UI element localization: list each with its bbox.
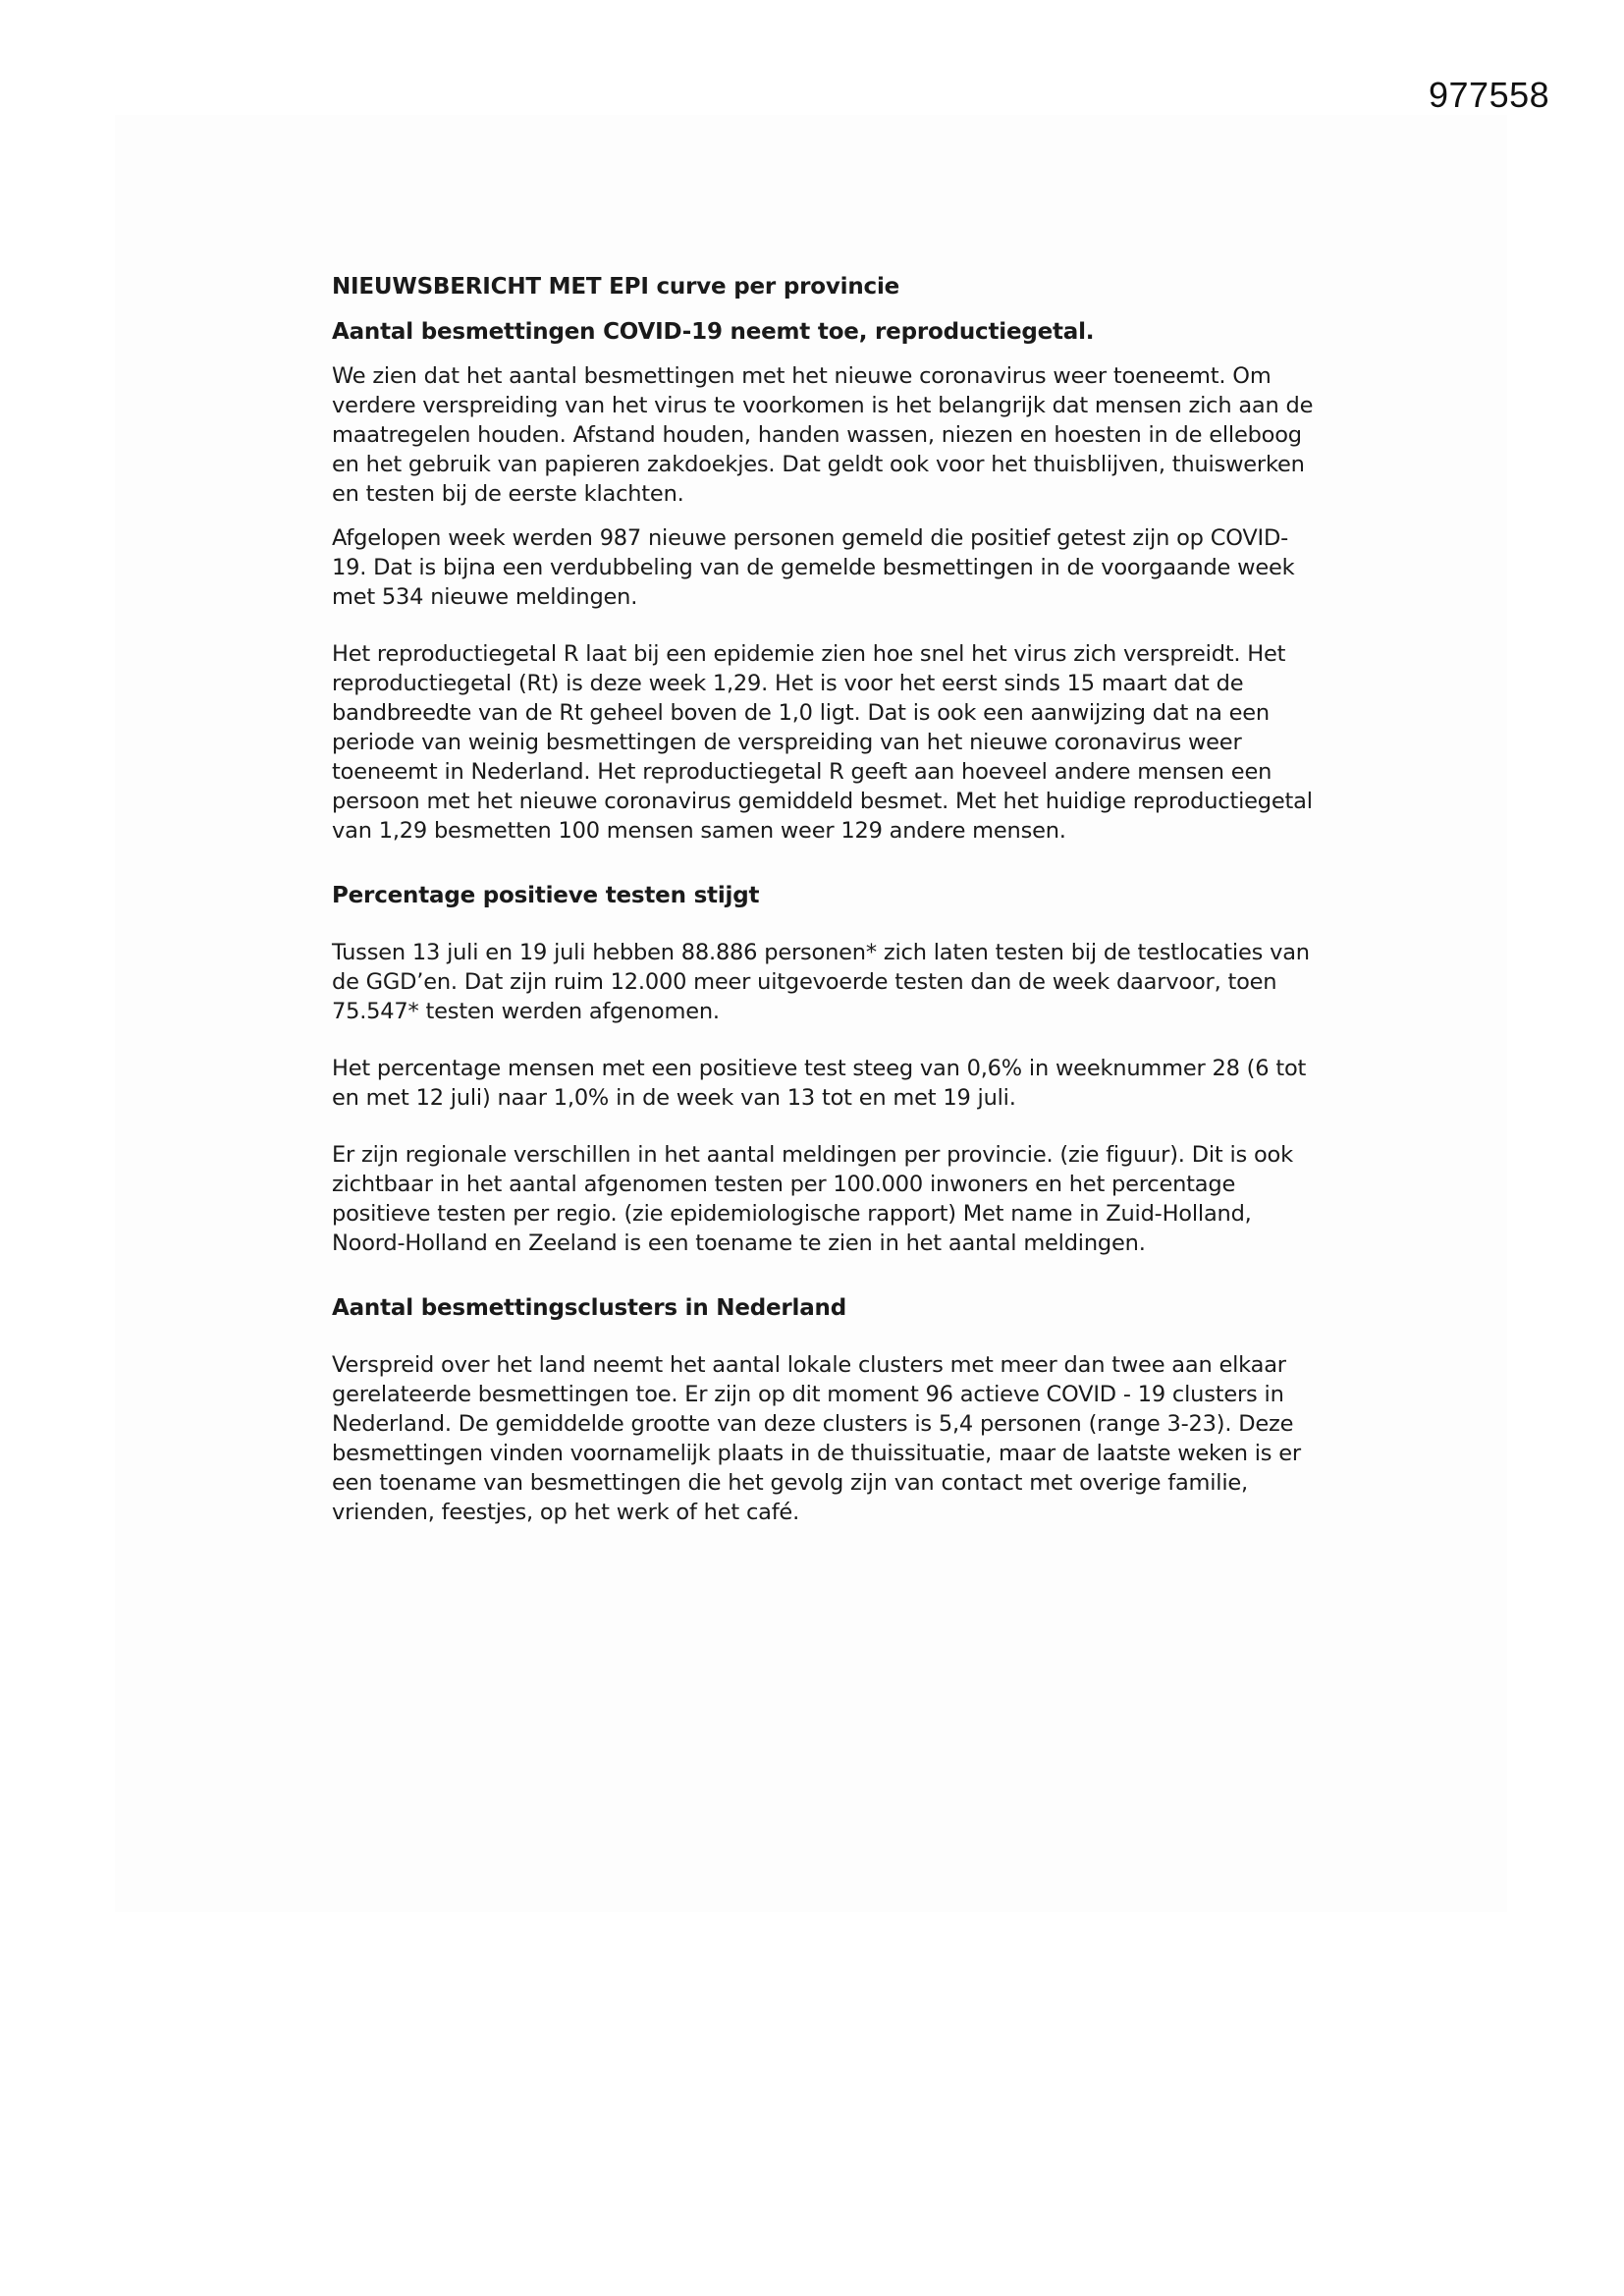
paragraph-regional-differences: Er zijn regionale verschillen in het aantal meldingen per provincie. (zie figuur). Dit is ook zichtbaar in het aantal afgenomen testen per 100.000 inwoners en het percentage positieve testen per regio. (zie epidemiologische rapport) Met name in Zuid-Holland, Noord-Holland en Zeeland is een toename te zien in het aantal meldingen. <box>332 1142 1293 1256</box>
paragraph-clusters: Verspreid over het land neemt het aantal lokale clusters met meer dan twee aan elkaar gerelateerde besmettingen toe. Er zijn op dit moment 96 actieve COVID - 19 clusters in Nederland. De gemiddelde grootte van deze clusters is 5,4 personen (range 3-23). Deze besmettingen vinden voornamelijk plaats in de thuissituatie, maar de laatste weken is er een toename van besmettingen die het gevolg zijn van contact met overige familie, vrienden, feestjes, op het werk of het café. <box>332 1352 1301 1525</box>
article-subtitle: Aantal besmettingen COVID-19 neemt toe, reproductiegetal. <box>332 319 1095 345</box>
paragraph-positive-percentage: Het percentage mensen met een positieve test steeg van 0,6% in weeknummer 28 (6 tot en met 12 juli) naar 1,0% in de week van 13 tot en met 19 juli. <box>332 1056 1307 1111</box>
paragraph-test-counts: Tussen 13 juli en 19 juli hebben 88.886 personen* zich laten testen bij de testlocaties van de GGD’en. Dat zijn ruim 12.000 meer uitgevoerde testen dan de week daarvoor, toen 75.547* testen werden afgenomen. <box>332 940 1310 1024</box>
paragraph-reproduction-number: Het reproductiegetal R laat bij een epidemie zien hoe snel het virus zich verspreidt. Het reproductiegetal (Rt) is deze week 1,29. Het is voor het eerst sinds 15 maart dat de bandbreedte van de Rt geheel boven de 1,0 ligt. Dat is ook een aanwijzing dat na een periode van weinig besmettingen de verspreiding van het nieuwe coronavirus weer toeneemt in Nederland. Het reproductiegetal R geeft aan hoeveel andere mensen een persoon met het nieuwe coronavirus gemiddeld besmet. Met het huidige reproductiegetal van 1,29 besmetten 100 mensen samen weer 129 andere mensen. <box>332 641 1313 844</box>
document-id: 977558 <box>1429 75 1550 115</box>
paragraph-measures: We zien dat het aantal besmettingen met het nieuwe coronavirus weer toeneemt. Om verdere verspreiding van het virus te voorkomen is het belangrijk dat mensen zich aan de maatregelen houden. Afstand houden, handen wassen, niezen en hoesten in de elleboog en het gebruik van papieren zakdoekjes. Dat geldt ook voor het thuisblijven, thuiswerken en testen bij de eerste klachten. <box>332 363 1314 507</box>
section-heading-clusters: Aantal besmettingsclusters in Nederland <box>332 1295 846 1321</box>
section-heading-positive-tests: Percentage positieve testen stijgt <box>332 883 760 908</box>
paragraph-weekly-cases: Afgelopen week werden 987 nieuwe personen gemeld die positief getest zijn op COVID-19. Dat is bijna een verdubbeling van de gemelde besmettingen in de voorgaande week met 534 nieuwe meldingen. <box>332 525 1295 610</box>
article-title: NIEUWSBERICHT MET EPI curve per provincie <box>332 274 900 300</box>
news-article <box>332 272 1314 1542</box>
